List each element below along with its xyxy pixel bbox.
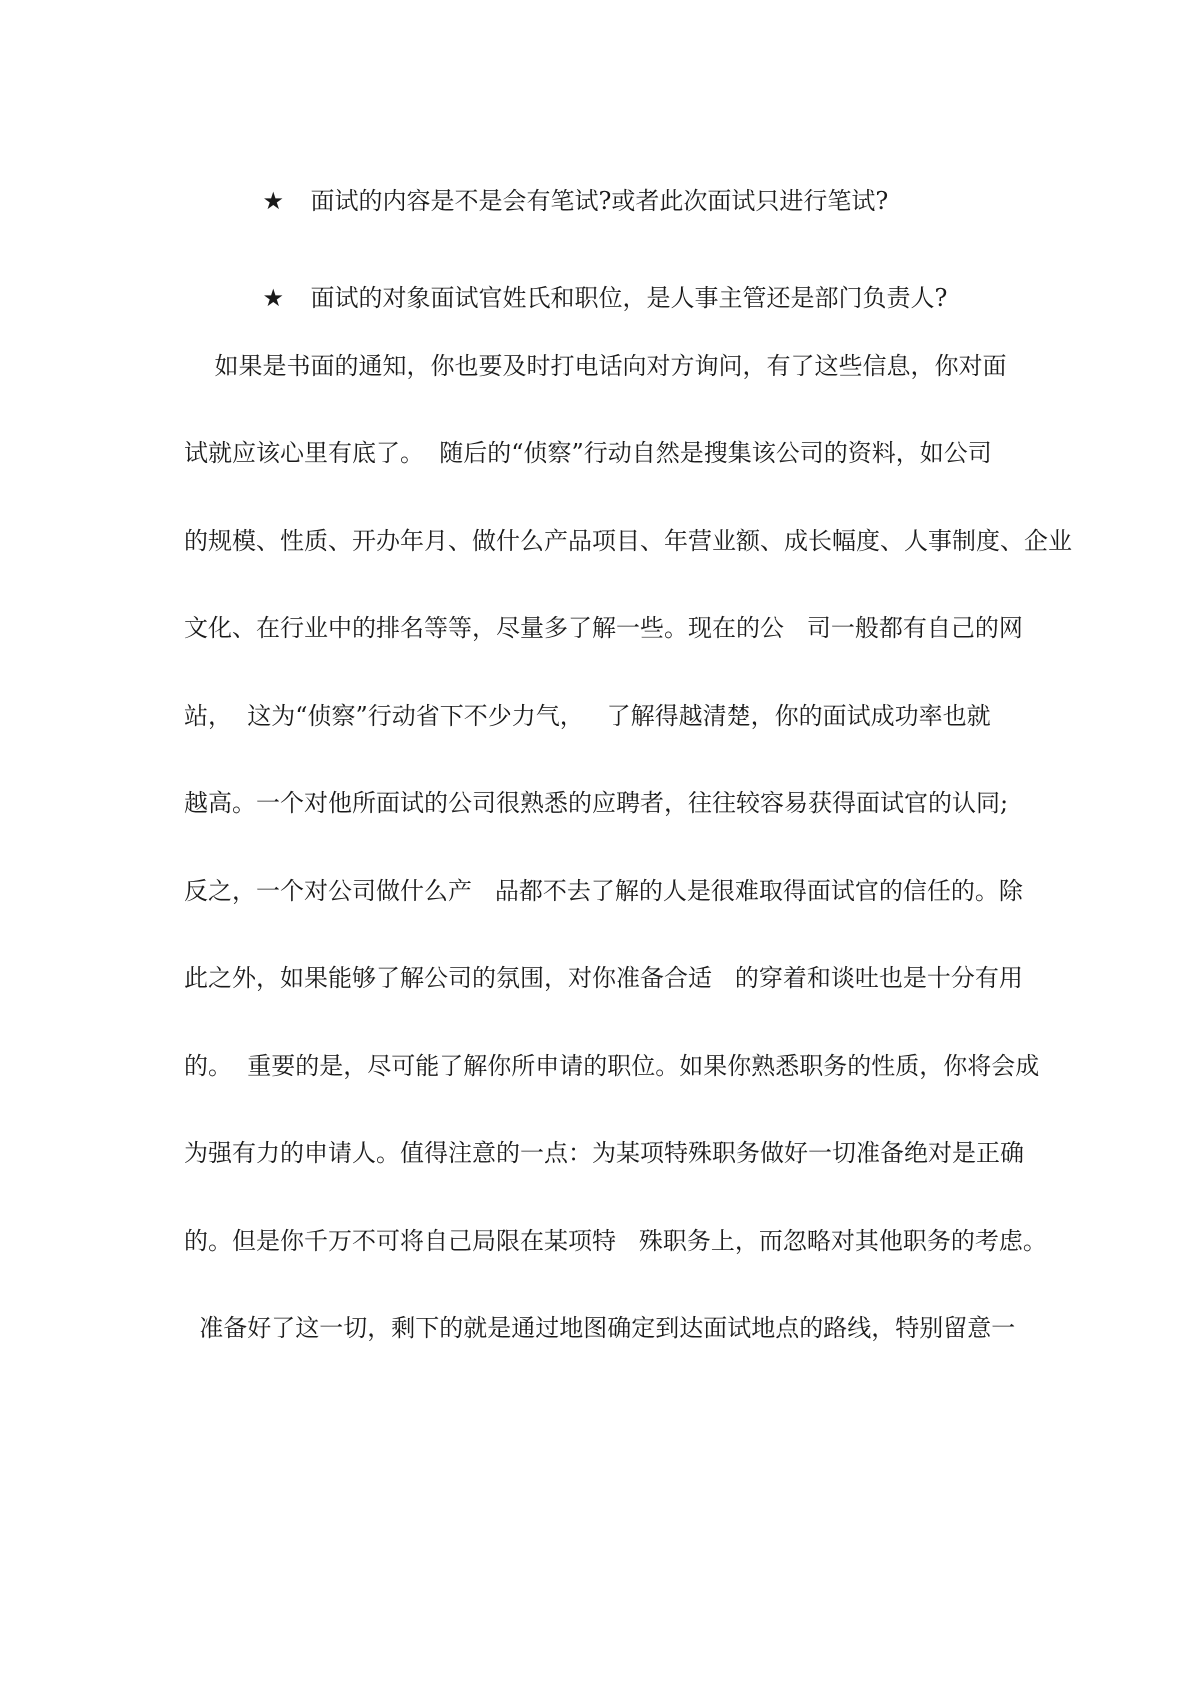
bullet-text: 面试的对象面试官姓氏和职位，是人事主管还是部门负责人? bbox=[310, 284, 948, 312]
bullet-text: 面试的内容是不是会有笔试?或者此次面试只进行笔试? bbox=[310, 187, 889, 215]
star-icon: ★ bbox=[262, 284, 285, 312]
paragraph-line: 此之外，如果能够了解公司的氛围，对你准备合适 的穿着和谈吐也是十分有用 bbox=[184, 964, 1023, 992]
star-icon: ★ bbox=[262, 187, 285, 215]
paragraph-line: 站， 这为“侦察”行动省下不少力气， 了解得越清楚，你的面试成功率也就 bbox=[184, 702, 991, 730]
paragraph-line: 越高。一个对他所面试的公司很熟悉的应聘者，往往较容易获得面试官的认同; bbox=[184, 789, 1009, 817]
bullet-item bbox=[232, 250, 947, 346]
paragraph-line: 的。 重要的是，尽可能了解你所申请的职位。如果你熟悉职务的性质，你将会成 bbox=[184, 1052, 1040, 1080]
paragraph-line: 的规模、性质、开办年月、做什么产品项目、年营业额、成长幅度、人事制度、企业 bbox=[184, 527, 1072, 555]
paragraph-line: 为强有力的申请人。值得注意的一点：为某项特殊职务做好一切准备绝对是正确 bbox=[184, 1139, 1024, 1167]
paragraph-line: 准备好了这一切，剩下的就是通过地图确定到达面试地点的路线，特别留意一 bbox=[184, 1314, 1016, 1342]
paragraph-line: 反之，一个对公司做什么产 品都不去了解的人是很难取得面试官的信任的。除 bbox=[184, 877, 1023, 905]
paragraph-line: 如果是书面的通知，你也要及时打电话向对方询问，有了这些信息，你对面 bbox=[184, 352, 1007, 380]
bullet-item bbox=[232, 153, 888, 249]
paragraph-line: 试就应该心里有底了。 随后的“侦察”行动自然是搜集该公司的资料，如公司 bbox=[184, 439, 992, 467]
paragraph-line: 文化、在行业中的排名等等，尽量多了解一些。现在的公 司一般都有自己的网 bbox=[184, 614, 1023, 642]
paragraph-line: 的。但是你千万不可将自己局限在某项特 殊职务上，而忽略对其他职务的考虑。 bbox=[184, 1227, 1047, 1255]
